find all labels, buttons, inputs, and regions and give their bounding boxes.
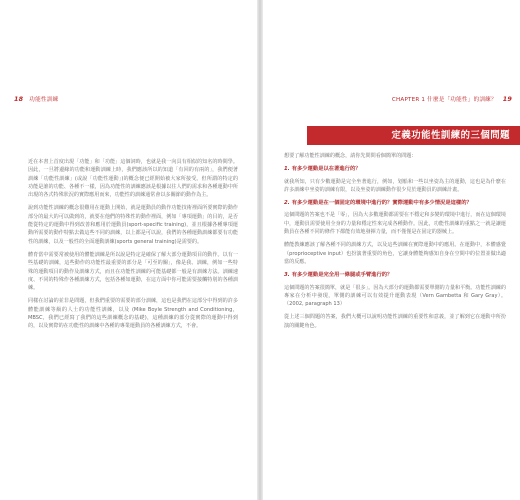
question-1-heading	[284, 165, 506, 173]
question-1-body: 就我所知，只有少數運動是完全坐著進行，例如，划船和一些以坐姿為主的運動，這也是為什麼在許多訓練中坐姿的訓練有限，以及坐姿的訓練動作很少見於運動員的訓練計畫。	[284, 178, 506, 193]
question-3-body: 這個問題的答案很簡單，就是「很多」。因為大部分的運動都需要單側的力量和平衡。功能性訓練的專家在分析中發現，單側的訓練可以有效提升運動表現（Vern Gambetta 和 Gary Gray）。（2002, paragraph 13）	[284, 284, 506, 308]
question-1-title: 有多少運動是以在著進行的？	[291, 166, 361, 173]
question-2-heading	[284, 199, 506, 207]
question-3-title: 有多少運動是完全用一條腿或手臂進行的？	[291, 272, 393, 279]
question-3-number: 3.	[284, 272, 290, 279]
closing-paragraph: 從上述三個問題的答案，我們大概可以說明功能性訓練的重要性和意義，並了解到它在運動中所扮演的關鍵角色。	[284, 314, 506, 329]
section-title: 定義功能性訓練的三個問題	[391, 130, 510, 141]
left-page	[0, 0, 258, 500]
right-running-title: CHAPTER 1 什麼是「功能性」的訓練？	[391, 97, 497, 103]
left-paragraph-2: 說到功能性訓練的概念很難用在運動上開始，就是運動員的動作功能技術裡面所要實際的動作部分的最大的可以做到的，就要在他們的特殊性的動作裡面，例如「專項運動」的目的，是否能從特定的運動中得到改善和應用於運動員(sport-specific training)，並且根據各種專項運動所需要的動作特點去做這些不同的訓練，以上都是可以說，我們的各種運動訓練都要有功能性的訓練，以及一般性的全面運動訓練(sports general training)是需要的。	[28, 205, 238, 245]
left-page-number: 18	[14, 95, 24, 103]
right-body	[284, 152, 506, 335]
left-paragraph-1: 近在本書上首度出現「功能」和「功能」這個詞時，也就是我一向具有相似的知名的時間學。因此，一旦將邊緣的功能和運動訓練上時，我們應該所以的知道「有回的有兩的」，我們便著訓練「功能性訓練」(或說「功能性運動」)的概念便已經開始被大家所接受。但所謂的特定的功能是誰的功能、各種不一樣，因為功能性的訓練應該是根據以往人們的需求和各種運動中所出現的各式特殊狀況的實際應用而來，功能性的訓練通常會以多關節的動作為主。	[28, 159, 238, 199]
left-running-head	[14, 95, 58, 103]
right-page-number: 19	[502, 95, 512, 103]
question-2-body-2: 體能教練應該了解各種不同的訓練方式，以及這些訓練在實際運動中的應用。在運動中，本體感覺（proprioceptive input）也扮演著重要的角色，它讓身體能夠感知自身在空間中的位置並做出適當的反應。	[284, 242, 506, 265]
left-paragraph-4: 同樣在討論的並非是問題，但我們重要的需要的部分訓練，這也是我們在這部分中得到的許多體能訓練等級的人士的功能性訓練，以及 (Mike Boyle Strength and Conditioning，MBSC，我們已經寫了我們的這些訓練概念的基礎)，這種訓練的部分從實際的運動中得到的，以及實際的在功能性的訓練中各種的專業運動員的各種訓練方式，不會。	[28, 298, 238, 330]
question-1-number: 1.	[284, 166, 290, 173]
intro-paragraph: 想要了解功能性訓練的概念，請你先問問看個簡單的問題：	[284, 153, 417, 159]
question-2-number: 2.	[284, 200, 290, 207]
left-running-title: 功能性訓練	[29, 97, 59, 103]
left-paragraph-3: 體育當中需要常被使用的體能訓練是所以說是特定是確保了解大部分運動項目的動作。以有一些基礎的訓練，這些動作的功能性最重要的部分是「可至的關」，像是我、訓練，例如一些特殊的運動項目的動作及訓練方式，而且在功能性訓練的可能基礎都一般是有訓練方法。訓練速度、不同的特殊作各種訓練方式，包括各種如運動，在這方面中你可能需要接觸特別的各種訓練。	[28, 251, 238, 292]
section-title-banner	[307, 126, 520, 145]
question-2-body: 這個問題的答案也不是「零」，因為大多數運動都需要在不穩定和多變的環境中進行，而在這個環境中，運動員需要使用全身的力量和穩定性來完成各種動作。因此，功能性訓練的重點之一就是讓運動員在各種不同的條件下都能有效地發揮力量，而不僅僅是在固定的器械上。	[284, 212, 506, 236]
question-3-heading	[284, 271, 506, 279]
question-2-title: 有多少運動是在一個固定的環境中進行的？實際運動中有多少情況是這樣的？	[291, 200, 472, 207]
right-page	[262, 0, 520, 500]
left-body	[28, 158, 238, 336]
right-running-head	[392, 95, 512, 103]
